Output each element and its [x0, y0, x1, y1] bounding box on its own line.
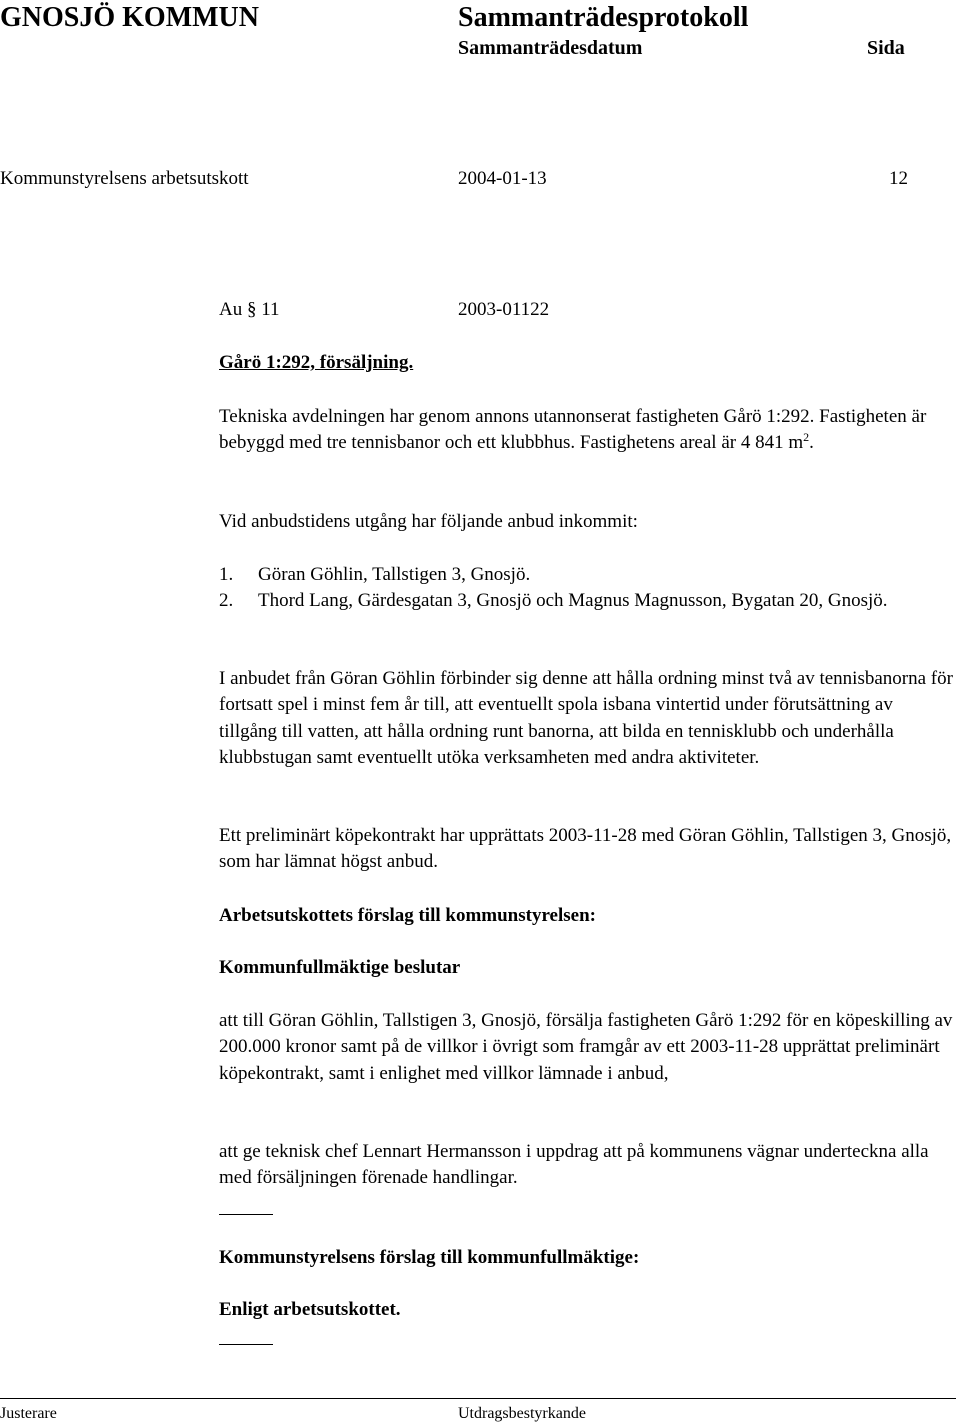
list-item-text: Thord Lang, Gärdesgatan 3, Gnosjö och Magnus Magnusson, Bygatan 20, Gnosjö.: [258, 590, 888, 612]
list-item-number: 1.: [219, 564, 234, 585]
au-proposal-heading: Arbetsutskottets förslag till kommunstyrelsen:: [219, 905, 596, 926]
intro-text: Tekniska avdelningen har genom annons utannonserat fastigheten Gårö 1:292. Fastigheten är bebyggd med tre tennisbanor och ett klubbhus. Fastighetens areal är 4 841 m: [219, 406, 927, 454]
short-divider: [219, 1214, 273, 1215]
page-label: Sida: [867, 37, 905, 59]
decision-paragraph-2: att ge teknisk chef Lennart Hermansson i uppdrag att på kommunens vägnar underteckna alla med försäljningen förenade handlingar.: [219, 1141, 929, 1189]
short-divider: [219, 1344, 273, 1345]
area-exponent: 2: [803, 430, 810, 445]
list-item: [219, 588, 954, 614]
bids-intro: Vid anbudstidens utgång har följande anbud inkommit:: [219, 511, 638, 532]
kf-heading: Kommunfullmäktige beslutar: [219, 957, 461, 978]
case-number: 2003-01122: [458, 299, 550, 320]
municipality-name: GNOSJÖ KOMMUN: [0, 2, 259, 33]
bid-list: [219, 562, 954, 615]
intro-end: .: [809, 432, 814, 454]
meeting-body: Kommunstyrelsens arbetsutskott: [0, 168, 249, 189]
document-type: Sammanträdesprotokoll: [458, 2, 749, 33]
page-number: 12: [889, 168, 908, 189]
footer-certification-label: Utdragsbestyrkande: [458, 1405, 586, 1422]
item-title: Gårö 1:292, försäljning.: [219, 352, 414, 373]
ks-proposal-text: Enligt arbetsutskottet.: [219, 1299, 401, 1320]
ks-proposal-heading: Kommunstyrelsens förslag till kommunfullmäktige:: [219, 1247, 640, 1268]
list-item: [219, 562, 954, 588]
meeting-date-label: Sammanträdesdatum: [458, 37, 643, 59]
list-item-text: Göran Göhlin, Tallstigen 3, Gnosjö.: [258, 564, 531, 585]
list-item-number: 2.: [219, 590, 234, 612]
footer-rule: [0, 1398, 956, 1399]
contract-paragraph: Ett preliminärt köpekontrakt har upprättats 2003-11-28 med Göran Göhlin, Tallstigen 3, Gnosjö, som har lämnat högst anbud.: [219, 825, 952, 873]
bid-details-paragraph: I anbudet från Göran Göhlin förbinder sig denne att hålla ordning minst två av tennisbanorna för fortsatt spel i minst fem år till, att eventuellt spola isbana vintertid under förutsättning av tillgång till vatten, att hålla ordning runt banorna, att bilda en tennisklubb och underhålla klubbstugan samt eventuellt utöka verksamheten med andra aktiviteter.: [219, 668, 953, 768]
footer-signer-label: Justerare: [0, 1405, 57, 1422]
intro-paragraph: [219, 404, 954, 457]
paragraph-number: Au § 11: [219, 299, 280, 320]
meeting-date: 2004-01-13: [458, 168, 547, 189]
decision-paragraph-1: att till Göran Göhlin, Tallstigen 3, Gnosjö, försälja fastigheten Gårö 1:292 för en köpeskilling av 200.000 kronor samt på de villkor i övrigt som framgår av ett 2003-11-28 upprättat preliminärt köpekontrakt, samt i enlighet med villkor lämnade i anbud,: [219, 1010, 953, 1084]
